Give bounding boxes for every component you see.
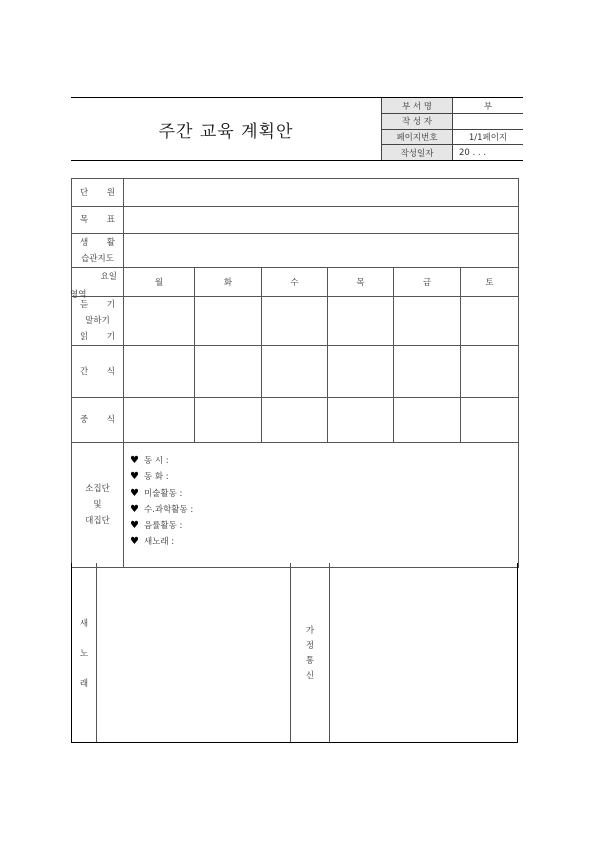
document-title: 주간 교육 계획안 — [158, 121, 294, 142]
unit-label: 단 원 — [72, 179, 124, 207]
bottom-section — [71, 563, 518, 743]
goal-label: 목 표 — [72, 207, 124, 234]
day-mon: 월 — [124, 268, 195, 297]
lunch-cell[interactable] — [461, 398, 519, 443]
heart-icon: ♥ — [130, 455, 139, 466]
document-header — [71, 97, 523, 161]
info-row-date — [382, 145, 524, 161]
heart-icon: ♥ — [130, 536, 139, 548]
snack-cell[interactable] — [394, 346, 461, 398]
weekly-plan-table — [71, 178, 519, 568]
language-cell[interactable] — [195, 297, 262, 346]
activity-item: ♥ 미술활동 : — [130, 487, 183, 499]
goal-row — [72, 207, 519, 234]
lunch-cell[interactable] — [124, 398, 195, 443]
corner-day-label: 요일 — [100, 272, 117, 282]
snack-cell[interactable] — [195, 346, 262, 398]
lunch-row — [72, 398, 519, 443]
unit-field[interactable] — [124, 179, 519, 207]
unit-row — [72, 179, 519, 207]
lunch-cell[interactable] — [195, 398, 262, 443]
department-value[interactable]: 부 — [453, 98, 524, 114]
lunch-label: 중 식 — [72, 398, 124, 443]
activity-item: ♥ 음률활동 : — [130, 520, 183, 532]
day-thu: 목 — [328, 268, 394, 297]
goal-field[interactable] — [124, 207, 519, 234]
home-notice-label: 가 정 통 신 — [305, 626, 315, 681]
day-sat: 토 — [461, 268, 519, 297]
page-number-label: 페이지번호 — [382, 129, 453, 145]
author-value[interactable] — [453, 114, 524, 130]
lunch-cell[interactable] — [394, 398, 461, 443]
snack-row — [72, 346, 519, 398]
language-cell[interactable] — [124, 297, 195, 346]
group-activity-row — [72, 443, 519, 568]
snack-label: 간 식 — [72, 346, 124, 398]
date-value[interactable]: 20 . . . — [453, 145, 524, 161]
habit-label: 생 활 습관지도 — [72, 234, 124, 268]
heart-icon: ♥ — [130, 487, 139, 499]
habit-row — [72, 234, 519, 268]
language-cell[interactable] — [262, 297, 328, 346]
day-tue: 화 — [195, 268, 262, 297]
activity-item: ♥ 수.과학활동 : — [130, 503, 194, 515]
activity-list — [124, 443, 518, 551]
info-row-page — [382, 129, 524, 145]
heart-icon: ♥ — [130, 520, 139, 532]
info-row-department — [382, 98, 524, 114]
day-header-row — [72, 268, 519, 297]
habit-field[interactable] — [124, 234, 519, 268]
date-label: 작성일자 — [382, 145, 453, 161]
activity-item: ♥ 동 시 : — [130, 455, 169, 466]
day-fri: 금 — [394, 268, 461, 297]
language-cell[interactable] — [328, 297, 394, 346]
lunch-cell[interactable] — [328, 398, 394, 443]
language-cell[interactable] — [461, 297, 519, 346]
heart-icon: ♥ — [130, 471, 139, 483]
corner-area-label: 영역 — [70, 290, 87, 300]
lunch-cell[interactable] — [262, 398, 328, 443]
author-label: 작 성 자 — [382, 114, 453, 130]
page-number-value: 1/1페이지 — [453, 129, 524, 145]
activity-item: ♥ 동 화 : — [130, 471, 169, 483]
heart-icon: ♥ — [130, 503, 139, 515]
language-row — [72, 297, 519, 346]
group-activity-label: 소집단 및 대집단 — [72, 443, 124, 568]
snack-cell[interactable] — [461, 346, 519, 398]
new-song-field[interactable] — [97, 563, 290, 742]
home-notice-field[interactable] — [330, 563, 516, 742]
group-activity-field[interactable] — [124, 443, 519, 568]
snack-cell[interactable] — [124, 346, 195, 398]
activity-item: ♥ 새노래 : — [130, 536, 175, 548]
language-cell[interactable] — [394, 297, 461, 346]
new-song-label: 새 노 래 — [79, 618, 89, 689]
department-label: 부 서 명 — [382, 98, 453, 114]
info-row-author — [382, 114, 524, 130]
info-table — [381, 98, 523, 160]
corner-cell — [70, 268, 124, 300]
snack-cell[interactable] — [262, 346, 328, 398]
snack-cell[interactable] — [328, 346, 394, 398]
language-label: 듣 기 말하기 읽 기 — [72, 297, 124, 346]
day-wed: 수 — [262, 268, 328, 297]
